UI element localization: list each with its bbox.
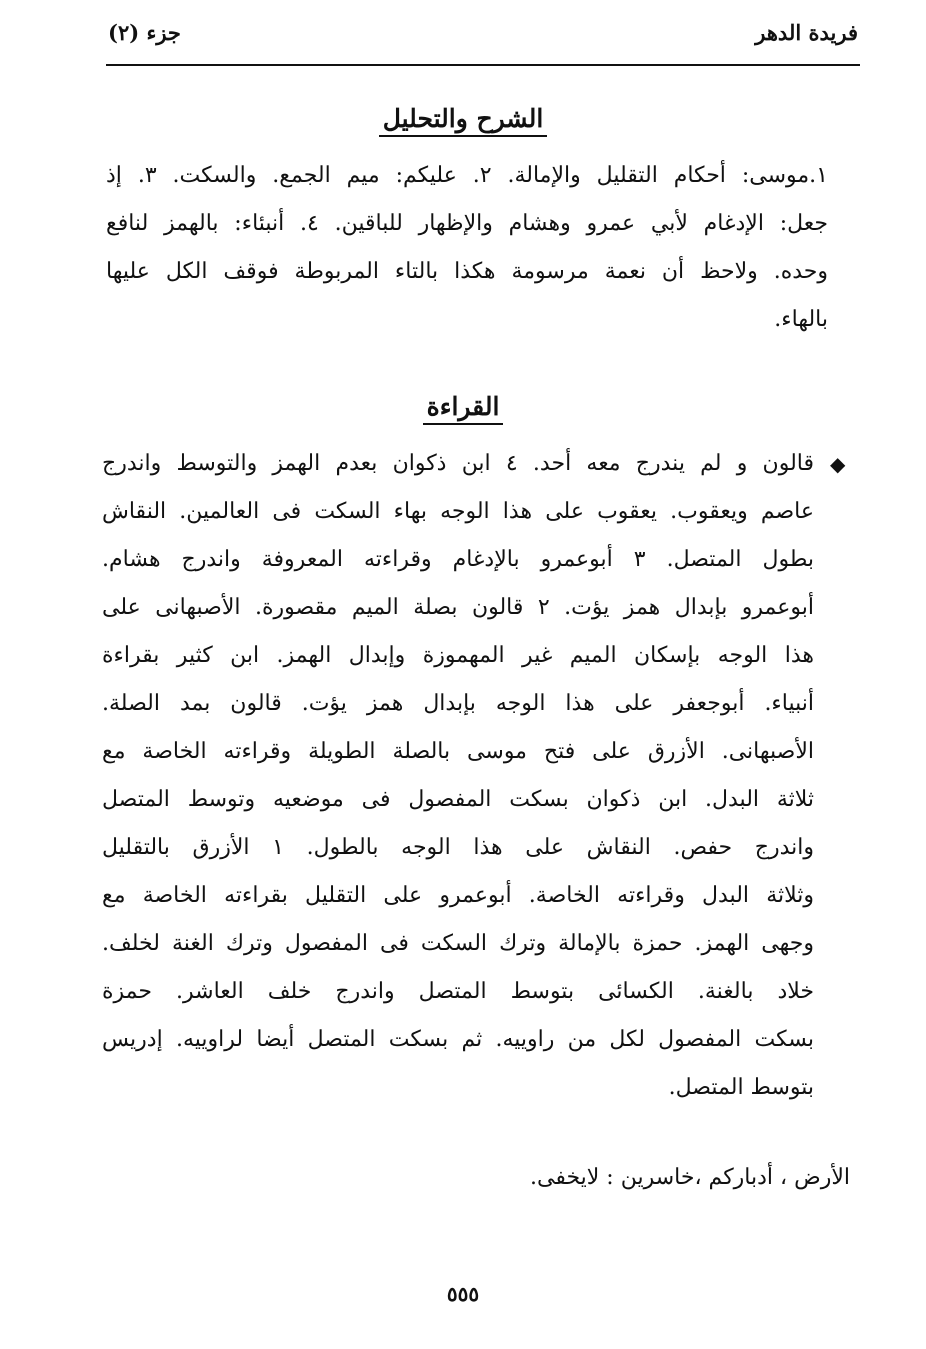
diamond-bullet-icon: ◆ [830, 452, 846, 476]
text-line: ثلاثة البدل. ابن ذكوان بسكت المفصول فى موضعيه وتوسط المتصل [102, 787, 814, 812]
book-title: فريدة الدهر [755, 19, 858, 45]
qiraa-paragraph [102, 440, 814, 1112]
section-heading-qiraa: القراءة [0, 392, 926, 421]
text-line: واندرج حفص. النقاش على هذا الوجه بالطول. ١ الأزرق بالتقليل [102, 835, 814, 860]
text-line: بطول المتصل. ٣ أبوعمرو بالإدغام وقراءته المعروفة واندرج هشام. [102, 547, 814, 572]
page-header [108, 14, 858, 50]
sharh-paragraph [106, 152, 828, 344]
text-line: قالون و لم يندرج معه أحد. ٤ ابن ذكوان بعدم الهمز والتوسط واندرج [102, 451, 814, 476]
text-line: عاصم ويعقوب. يعقوب على هذا الوجه بهاء السكت فى العالمين. النقاش [102, 499, 814, 524]
header-rule [106, 64, 860, 66]
text-line: بسكت المفصول لكل من راوييه. ثم بسكت المتصل أيضا لراوييه. إدريس [102, 1027, 814, 1052]
volume-label: جزء (٢) [108, 19, 181, 45]
text-line: الأصبهانى. الأزرق على فتح موسى بالصلة الطويلة وقراءته الخاصة مع [102, 739, 814, 764]
text-line: أنبياء. أبوجعفر على هذا الوجه بإبدال همز يؤت. قالون بمد الصلة. [102, 691, 814, 716]
text-line: خلاد بالغنة. الكسائى بتوسط المتصل واندرج خلف العاشر. حمزة [102, 979, 814, 1004]
section-heading-sharh: الشرح والتحليل [0, 104, 926, 133]
text-line: وجهى الهمز. حمزة بالإمالة وترك السكت فى المفصول وترك الغنة لخلف. [102, 931, 814, 956]
text-line: أبوعمرو بإبدال همز يؤت. ٢ قالون بصلة الميم مقصورة. الأصبهانى على [102, 595, 814, 620]
text-line: وثلاثة البدل وقراءته الخاصة. أبوعمرو على التقليل بقراءته الخاصة مع [102, 883, 814, 908]
text-line: هذا الوجه بإسكان الميم غير المهموزة وإبدال الهمز. ابن كثير بقراءة [102, 643, 814, 668]
text-line: جعل: الإدغام لأبي عمرو وهشام والإظهار للباقين. ٤. أنبئاء: بالهمز لنافع [106, 211, 828, 236]
text-line: بالهاء. [774, 307, 828, 332]
footnote: الأرض ، أدباركم ،خاسرين : لايخفى. [529, 1165, 850, 1190]
text-line: بتوسط المتصل. [668, 1075, 814, 1100]
text-line: وحده. ولاحظ أن نعمة مرسومة هكذا بالتاء المربوطة فوقف الكل عليها [106, 259, 828, 284]
page-number: ٥٥٥ [446, 1282, 480, 1306]
text-line: ١.موسى: أحكام التقليل والإمالة. ٢. عليكم: ميم الجمع. والسكت. ٣. إذ [106, 163, 828, 188]
